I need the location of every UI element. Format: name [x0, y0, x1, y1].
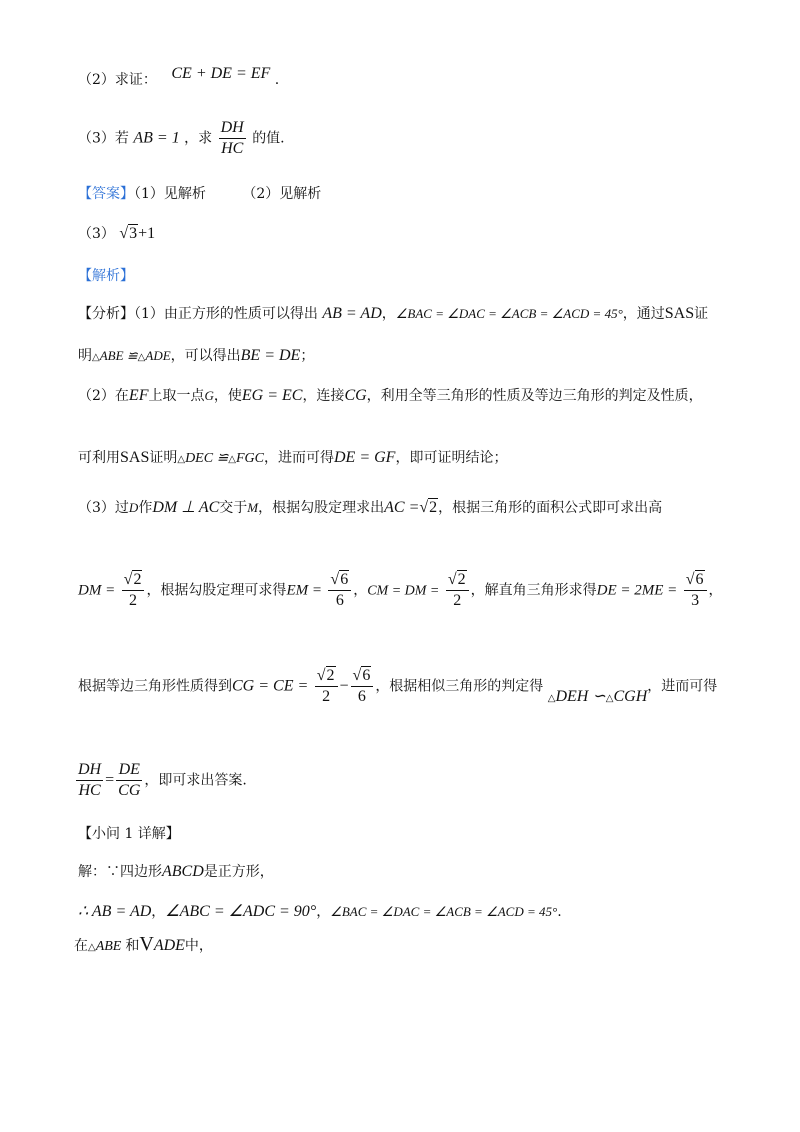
numerator: DE: [116, 760, 142, 781]
analysis-text: （2）在: [78, 388, 129, 404]
triangle-icon: △: [605, 692, 614, 704]
formula: FGC: [236, 451, 264, 466]
jiexi-heading: 【解析】: [78, 268, 134, 284]
analysis-text: ，连接: [302, 388, 345, 404]
detail-text: ，: [151, 904, 166, 920]
analysis-text: ，可以得出: [170, 348, 241, 364]
analysis-text: 【分析】（1）由正方形的性质可以得出: [78, 306, 318, 322]
similar-triangles: [548, 689, 647, 705]
radicand: 6: [362, 667, 371, 684]
answer-3-tail: +1: [138, 225, 156, 242]
triangle-icon: △: [137, 352, 146, 363]
analysis-text: 证明: [149, 450, 178, 466]
analysis-text: ，根据三角形的面积公式即可求出高: [438, 500, 663, 516]
question-2: [78, 65, 280, 90]
q3-sep: ，求: [184, 130, 213, 147]
formula: DEH ∽: [555, 687, 606, 705]
formula: CG = CE =: [232, 677, 309, 695]
formula: ∠BAC = ∠DAC = ∠ACB = ∠ACD = 45°: [395, 306, 623, 321]
formula: G: [204, 388, 214, 403]
formula: DM ⊥ AC: [152, 499, 220, 516]
formula: V: [139, 933, 154, 955]
formula: D: [128, 500, 139, 515]
formula: ∠ABC = ∠ADC = 90°: [165, 903, 317, 920]
detail-text: 解：∵四边形: [78, 864, 162, 880]
formula: DE = 2ME =: [596, 582, 678, 599]
formula: ABE: [95, 939, 122, 954]
numerator: √2: [122, 570, 145, 591]
answer-3-line: [78, 224, 155, 244]
answer-2: （2）见解析: [242, 186, 322, 202]
denominator: 6: [335, 592, 344, 609]
equals-sign: =: [105, 771, 115, 789]
q3-condition: AB = 1: [133, 129, 180, 147]
analysis-text: ，解直角三角形求得: [470, 582, 597, 599]
q3-fraction: [219, 118, 246, 159]
formula: ADE: [145, 348, 171, 363]
analysis-line-1: [78, 304, 708, 324]
analysis-text: 可利用: [78, 450, 120, 466]
analysis-text: ，即可求出答案.: [144, 772, 247, 789]
fraction: [351, 666, 374, 707]
formula: BE = DE: [240, 347, 301, 364]
minus-sign: −: [339, 677, 349, 695]
formula: ABE ≌: [99, 348, 138, 363]
formula: EG = EC: [241, 387, 303, 404]
detail-line-3: [74, 934, 213, 958]
formula: ABCD: [162, 863, 204, 880]
analysis-text: ，使: [213, 388, 242, 404]
numerator: DH: [76, 760, 103, 781]
question-3: [78, 118, 285, 159]
fraction: [684, 570, 707, 611]
numerator: √2: [315, 666, 338, 687]
sqrt: √2: [419, 499, 438, 516]
formula: ∠BAC = ∠DAC = ∠ACB = ∠ACD = 45°: [330, 904, 558, 919]
detail-line-1: [78, 862, 274, 882]
formula: ∴ AB = AD: [78, 903, 152, 920]
triangle-icon: △: [92, 352, 100, 363]
radicand: 2: [133, 571, 142, 588]
radicand: 2: [457, 571, 466, 588]
analysis-line-8: [74, 760, 247, 801]
analysis-text: ，根据勾股定理求出: [258, 500, 385, 516]
formula: AB = AD: [322, 305, 382, 322]
formula: SAS: [120, 449, 150, 466]
analysis-text: ，即可证明结论；: [395, 450, 508, 466]
formula: CG: [344, 387, 367, 404]
numerator: √6: [351, 666, 374, 687]
formula: M: [247, 500, 259, 515]
formula: EF: [128, 387, 149, 404]
fraction: [446, 570, 469, 611]
answer-3-label: （3）: [78, 226, 115, 242]
analysis-text: ，: [353, 582, 368, 599]
radicand: 2: [429, 499, 438, 516]
numerator: √6: [684, 570, 707, 591]
detail-line-2: [78, 902, 562, 922]
detail-text: 和: [125, 938, 140, 954]
analysis-text: 上取一点: [148, 388, 205, 404]
analysis-text: ，: [381, 306, 396, 322]
formula: CGH: [613, 687, 648, 705]
triangle-icon: △: [88, 942, 96, 953]
answer-3-radicand: 3: [129, 225, 138, 242]
formula: DM =: [78, 582, 116, 599]
analysis-line-3: [78, 386, 703, 406]
fraction: [76, 760, 103, 801]
q3-numerator: DH: [219, 118, 246, 139]
denominator: 2: [322, 688, 331, 705]
triangle-icon: △: [547, 692, 556, 704]
answer-1: （1）见解析: [134, 186, 206, 202]
radicand: 6: [695, 571, 704, 588]
radicand: 2: [326, 667, 335, 684]
answer-3-value: √3+1: [119, 225, 156, 242]
q3-end: 的值.: [252, 130, 285, 147]
answer-line: [78, 184, 321, 204]
analysis-text: 作: [138, 500, 153, 516]
q3-label: （3）若: [78, 130, 129, 147]
analysis-text: 交于: [219, 500, 248, 516]
triangle-icon: △: [177, 454, 186, 465]
analysis-text: ，: [708, 582, 723, 599]
formula: CM = DM =: [367, 583, 440, 599]
analysis-text: ；: [300, 348, 315, 364]
q3-denominator: HC: [221, 140, 244, 157]
formula: DE = GF: [334, 449, 396, 466]
answer-tag: 【答案】: [78, 186, 134, 202]
analysis-text: ，根据相似三角形的判定得: [375, 678, 544, 695]
analysis-text: 明: [78, 348, 92, 364]
denominator: 2: [453, 592, 462, 609]
detail-text: 在: [74, 938, 88, 954]
analysis-text: ，进而可得: [264, 450, 334, 466]
formula: ADE: [153, 937, 185, 954]
denominator: 3: [691, 592, 700, 609]
detail-text: .: [557, 904, 562, 920]
denominator: 6: [357, 688, 366, 705]
analysis-text: ，通过: [622, 306, 665, 322]
denominator: 2: [129, 592, 138, 609]
analysis-line-5: [78, 498, 662, 518]
analysis-text: ，利用全等三角形的性质及等边三角形的判定及性质，: [366, 388, 703, 404]
analysis-text: （3）过: [78, 500, 129, 516]
fraction: [122, 570, 145, 611]
fraction: [328, 570, 351, 611]
numerator: √2: [446, 570, 469, 591]
radicand: 6: [340, 571, 349, 588]
q2-label: （2）求证：: [78, 72, 157, 88]
denominator: HC: [78, 782, 101, 799]
fraction: [116, 760, 142, 801]
analysis-line-7: [78, 666, 717, 707]
analysis-text: 证: [694, 306, 709, 322]
fraction: [315, 666, 338, 707]
q2-end: .: [274, 72, 280, 88]
detail-text: 中，: [184, 938, 213, 954]
analysis-line-6: [78, 570, 723, 611]
formula: AC =: [384, 499, 420, 516]
formula: DEC ≌: [185, 451, 229, 466]
detail-title: 【小问 1 详解】: [78, 826, 180, 842]
q2-formula: CE + DE = EF: [171, 65, 271, 82]
detail-text: ，: [316, 904, 331, 920]
analysis-text: 根据等边三角形性质得到: [78, 678, 232, 695]
analysis-line-2: [78, 346, 314, 368]
analysis-line-4: [78, 448, 507, 470]
triangle-icon: △: [228, 454, 236, 465]
formula: SAS: [664, 305, 695, 322]
detail-text: 是正方形，: [203, 864, 274, 880]
numerator: √6: [328, 570, 351, 591]
analysis-text: ，进而可得: [647, 678, 718, 695]
denominator: CG: [118, 782, 141, 799]
analysis-text: ，根据勾股定理可求得: [146, 582, 287, 599]
formula: EM =: [286, 582, 322, 599]
